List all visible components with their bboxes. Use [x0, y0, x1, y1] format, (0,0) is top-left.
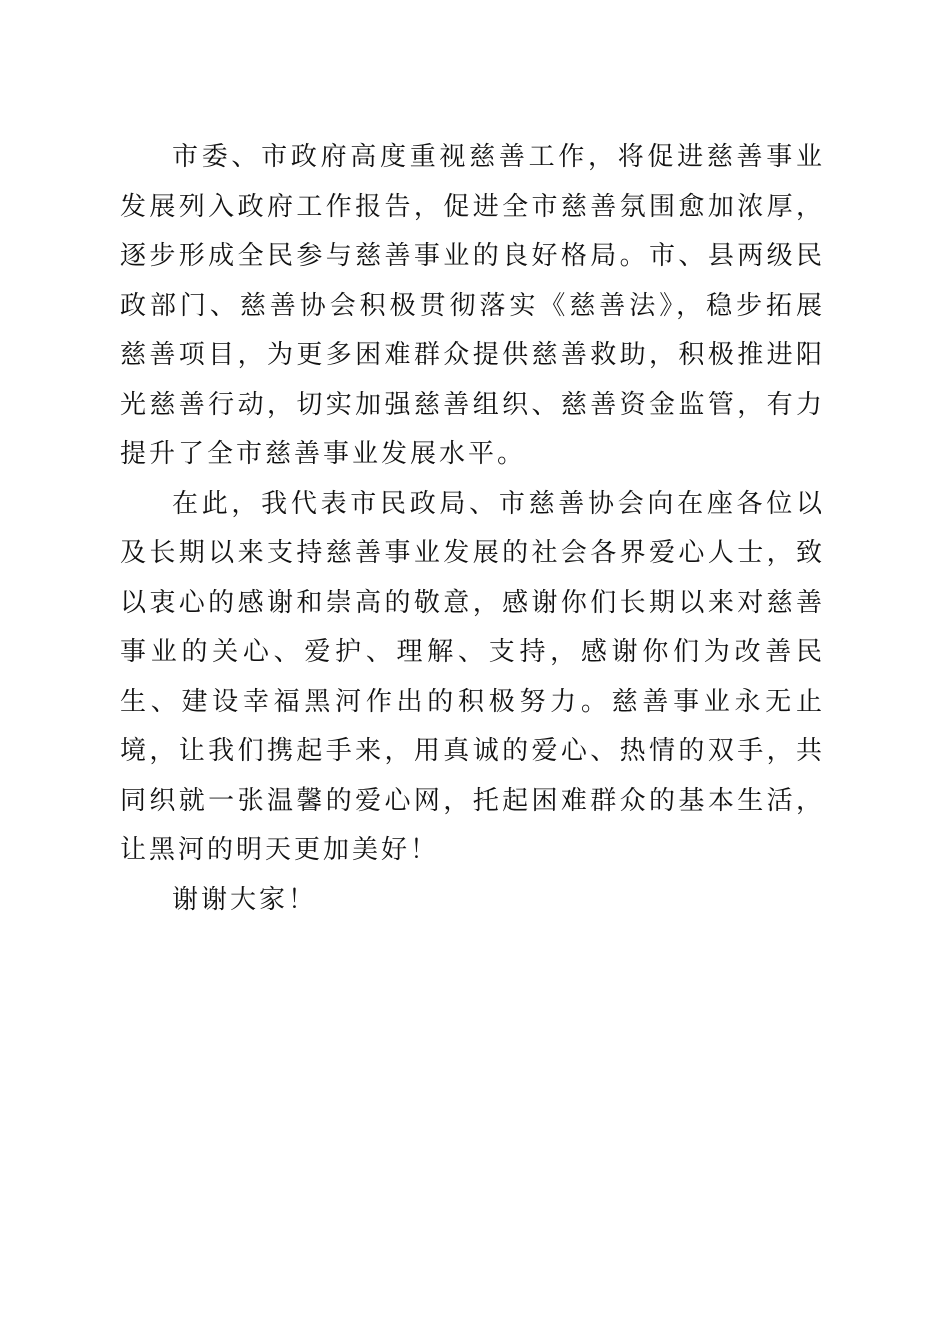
paragraph-thanks: 在此，我代表市民政局、市慈善协会向在座各位以及长期以来支持慈善事业发展的社会各界爱心人士，致以衷心的感谢和崇高的敬意，感谢你们长期以来对慈善事业的关心、爱护、理解、支持，感谢你们为改善民生、建设幸福黑河作出的积极努力。慈善事业永无止境，让我们携起手来，用真诚的爱心、热情的双手，共同织就一张温馨的爱心网，托起困难群众的基本生活，让黑河的明天更加美好！ [120, 488, 825, 865]
document-body [120, 133, 825, 925]
paragraph-closing: 谢谢大家！ [172, 884, 318, 915]
paragraph-charity-work: 市委、市政府高度重视慈善工作，将促进慈善事业发展列入政府工作报告，促进全市慈善氛围愈加浓厚，逐步形成全民参与慈善事业的良好格局。市、县两级民政部门、慈善协会积极贯彻落实《慈善法》，稳步拓展慈善项目，为更多困难群众提供慈善救助，积极推进阳光慈善行动，切实加强慈善组织、慈善资金监管，有力提升了全市慈善事业发展水平。 [120, 142, 825, 469]
